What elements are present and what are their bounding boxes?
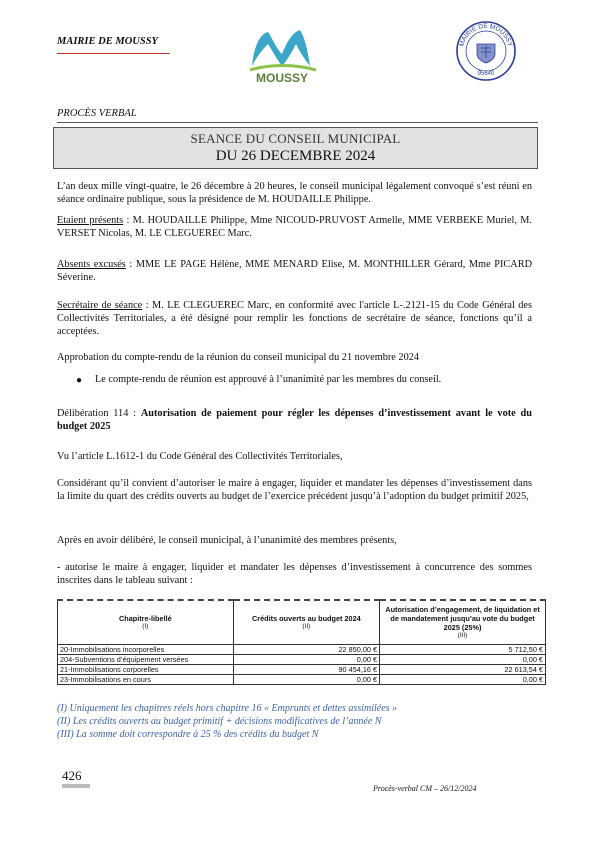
table-row	[58, 654, 546, 664]
secretaire-paragraph	[57, 300, 532, 338]
vu-paragraph: Vu l’article L.1612-1 du Code Général des Collectivités Territoriales,	[57, 451, 343, 462]
secretaire-text: : M. LE CLEGUEREC Marc, en conformité avec l'article L-.2121-15 du Code Général des Collectivités Territoriales, a été désigné pour remplir les fonctions de secrétaire de séance, fonctions qu’il a acceptées.	[57, 300, 532, 337]
doc-label: PROCÈS VERBAL	[57, 108, 137, 119]
apres-paragraph: Après en avoir délibéré, le conseil municipal, à l’unanimité des membres présents,	[57, 535, 397, 546]
mairie-header: MAIRIE DE MOUSSY	[57, 36, 158, 47]
title-line-1: SEANCE DU CONSEIL MUNICIPAL	[190, 131, 401, 146]
cell-autorisation: 5 712,50 €	[380, 644, 546, 654]
approbation-paragraph: Approbation du compte-rendu de la réunion du conseil municipal du 21 novembre 2024	[57, 352, 420, 363]
table-row	[58, 644, 546, 654]
cell-chapitre: 204-Subventions d’équipement versées	[58, 654, 234, 664]
title-box	[53, 127, 538, 169]
cell-autorisation: 0,00 €	[380, 674, 546, 684]
note-2: (II) Les crédits ouverts au budget primitif + décisions modificatives de l’année N	[57, 716, 382, 727]
doc-label-rule	[57, 122, 538, 123]
considerant-paragraph: Considérant qu’il convient d’autoriser le maire à engager, liquider et mandater les dépenses d’investissement dans la limite du quart des crédits ouverts au budget de l’exercice précédent jusqu’à l’adoption du budget primitif 2025,	[57, 478, 532, 502]
page-number-bar	[62, 784, 90, 788]
cell-chapitre: 20-Immobilisations incorporelles	[58, 644, 234, 654]
footer-text: Procès-verbal CM – 26/12/2024	[373, 784, 477, 793]
title-line-2: DU 26 DECEMBRE 2024	[215, 148, 376, 164]
mairie-underline	[57, 53, 170, 54]
cell-credits: 90 454,16 €	[233, 664, 379, 674]
cell-credits: 22 850,00 €	[233, 644, 379, 654]
table-row	[58, 674, 546, 684]
cell-chapitre: 23-Immobilisations en cours	[58, 674, 234, 684]
cell-autorisation: 0,00 €	[380, 654, 546, 664]
deliberation-title: Autorisation de paiement pour régler les dépenses d’investissement avant le vote du budget 2025	[57, 408, 532, 432]
deliberation-prefix: Délibération 114 :	[57, 408, 141, 419]
seal-text: MAIRIE DE MOUSSY	[458, 22, 514, 48]
header-chapitre: Chapitre-libellé (I)	[58, 600, 234, 644]
seal-code: 95640	[477, 71, 495, 77]
cell-credits: 0,00 €	[233, 674, 379, 684]
presents-paragraph	[57, 215, 532, 241]
absents-paragraph	[57, 259, 532, 285]
bullet-text: Le compte-rendu de réunion est approuvé à l’unanimité par les membres du conseil.	[95, 374, 442, 385]
header-credits: Crédits ouverts au budget 2024 (II)	[233, 600, 379, 644]
autorise-paragraph: - autorise le maire à engager, liquider et mandater les dépenses d’investissement à concurrence des sommes inscrites dans le tableau suivant :	[57, 562, 532, 586]
intro-paragraph: L’an deux mille vingt-quatre, le 26 décembre à 20 heures, le conseil municipal légalement convoqué s’est réuni en séance ordinaire publique, sous la présidence de M. HOUDAILLE Philippe.	[57, 181, 532, 205]
presents-label: Etaient présents	[57, 215, 124, 226]
cell-autorisation: 22 613,54 €	[380, 664, 546, 674]
table-row	[58, 664, 546, 674]
mairie-seal	[455, 20, 517, 82]
note-3: (III) La somme doit correspondre à 25 % des crédits du budget N	[57, 729, 319, 740]
credits-table	[57, 599, 546, 685]
note-1: (I) Uniquement les chapitres réels hors chapitre 16 « Emprunts et dettes assimilées »	[57, 703, 398, 714]
absents-label: Absents excusés	[57, 259, 126, 270]
presents-text: : M. HOUDAILLE Philippe, Mme NICOUD-PRUVOST Armelle, MME VERBEKE Muriel, M. VERSET Nicolas, M. LE CLEGUEREC Marc.	[57, 215, 532, 239]
logo-text: MOUSSY	[255, 71, 309, 85]
page-number: 426	[62, 768, 82, 783]
header-autorisation: Autorisation d’engagement, de liquidation et de mandatement jusqu’au vote du budget 2025 (25%) (III)	[380, 600, 546, 644]
secretaire-label: Secrétaire de séance	[57, 300, 143, 311]
deliberation-heading	[57, 408, 532, 434]
cell-credits: 0,00 €	[233, 654, 379, 664]
bullet-dot: ●	[76, 375, 83, 386]
absents-text: : MME LE PAGE Hélène, MME MENARD Elise, M. MONTHILLER Gérard, Mme PICARD Séverine.	[57, 259, 533, 283]
cell-chapitre: 21-Immobilisations corporelles	[58, 664, 234, 674]
moussy-logo	[240, 26, 325, 86]
